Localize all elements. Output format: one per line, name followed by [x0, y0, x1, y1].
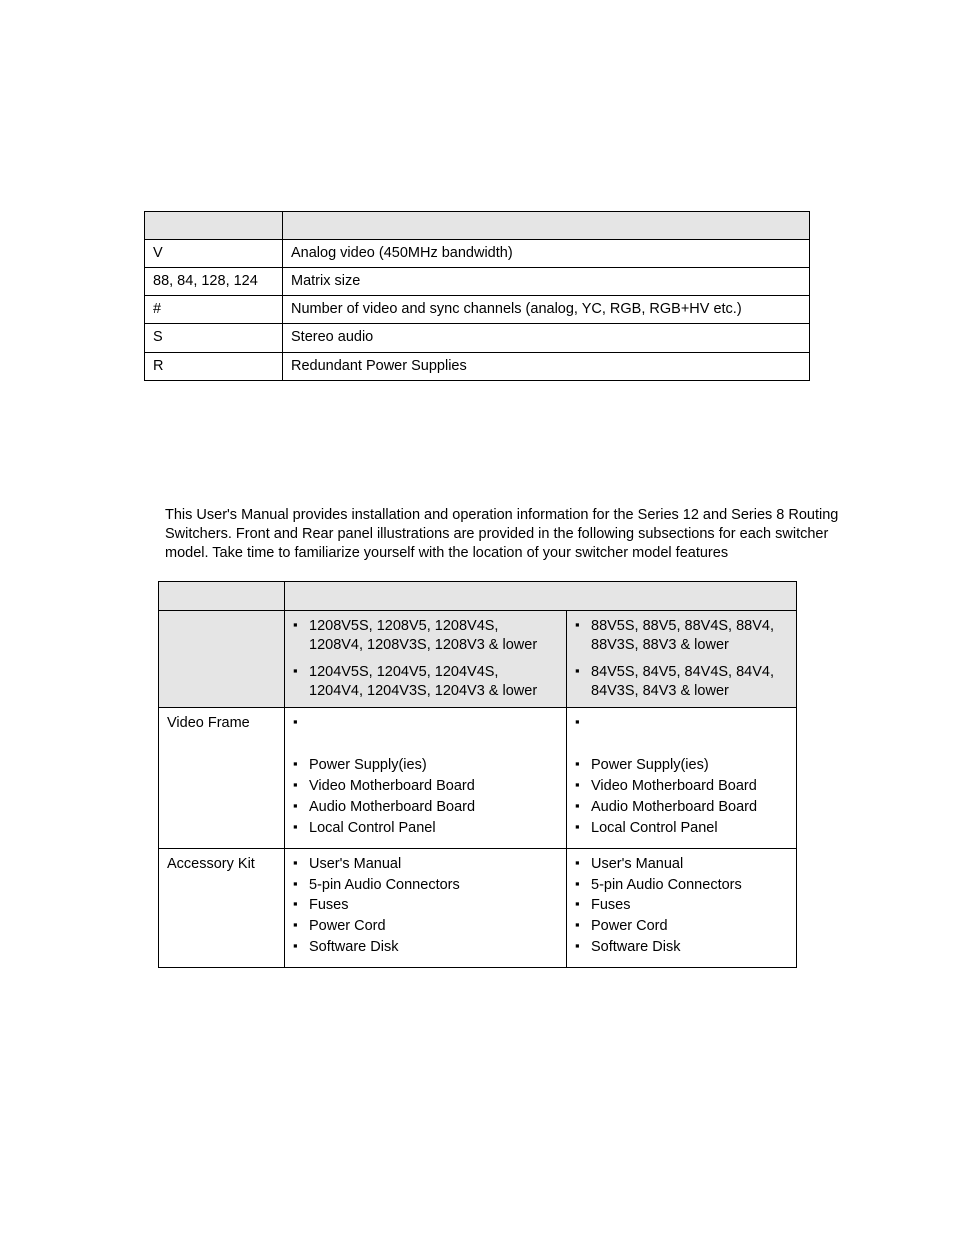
video-frame-list-series12: [293, 714, 558, 730]
contents-header-series: [285, 582, 797, 611]
nomenclature-header-row: [145, 212, 810, 240]
list-item: ▪ Power Supply(ies): [293, 756, 558, 775]
row-label-accessory-kit: [159, 848, 285, 967]
contents-header-row: [159, 582, 797, 611]
spacer: [575, 732, 788, 756]
model-list-series8: [575, 617, 788, 700]
list-item: [293, 663, 558, 701]
contents-header-label: [159, 582, 285, 611]
row-label-text: Video Frame: [167, 715, 250, 732]
nomenclature-header-code: [145, 212, 283, 240]
list-item: ▪ Power Supply(ies): [575, 756, 788, 775]
video-frame-list-series8-items: [575, 756, 788, 837]
contents-table: [158, 581, 797, 968]
list-item: ▪ Software Disk: [575, 938, 788, 957]
table-row: [145, 324, 810, 352]
nomenclature-code: 88, 84, 128, 124: [145, 268, 283, 296]
model-line: 84V5S, 84V5, 84V4S, 84V4,: [591, 663, 774, 680]
list-item: ▪ Fuses: [575, 896, 788, 915]
list-item: [293, 617, 558, 655]
accessory-list-series12: [293, 855, 558, 957]
nomenclature-code: #: [145, 296, 283, 324]
row-label-video-frame: [159, 708, 285, 848]
nomenclature-description: Matrix size: [283, 268, 810, 296]
accessory-kit-series8: [567, 848, 797, 967]
list-item: ▪ 5-pin Audio Connectors: [575, 876, 788, 895]
model-line: 1204V5S, 1204V5, 1204V4S,: [309, 663, 499, 680]
model-line: 84V3S, 84V3 & lower: [591, 682, 729, 699]
model-line: 1208V4, 1208V3S, 1208V3 & lower: [309, 636, 538, 653]
list-item: ▪ Power Cord: [575, 917, 788, 936]
spacer: [293, 732, 558, 756]
contents-models-series8: [567, 611, 797, 708]
table-row: [145, 268, 810, 296]
list-item: [575, 617, 788, 655]
list-item: ▪ User's Manual: [293, 855, 558, 874]
video-frame-list-series12-items: [293, 756, 558, 837]
model-line: 88V5S, 88V5, 88V4S, 88V4,: [591, 618, 774, 634]
nomenclature-table: [144, 211, 810, 381]
table-row: [145, 296, 810, 324]
list-item: [293, 714, 558, 730]
nomenclature-header-description: [283, 212, 810, 240]
list-item: ▪ Local Control Panel: [575, 819, 788, 838]
list-item: ▪ Audio Motherboard Board: [293, 798, 558, 817]
model-line: 1208V5S, 1208V5, 1208V4S,: [309, 618, 499, 634]
list-item: ▪ Fuses: [293, 896, 558, 915]
accessory-kit-series12: [285, 848, 567, 967]
intro-paragraph: This User's Manual provides installation and operation information for the Series 12 and Series 8 Routing Switchers. Front and Rear panel illustrations are provided in the following subsections for each switcher model. Take time to familiarize yourself with the location of your switcher model features: [165, 506, 839, 562]
list-item: [575, 714, 788, 730]
model-line: 88V3S, 88V3 & lower: [591, 636, 729, 653]
accessory-list-series8: [575, 855, 788, 957]
nomenclature-description: Number of video and sync channels (analog, YC, RGB, RGB+HV etc.): [283, 296, 810, 324]
table-row: [145, 352, 810, 380]
nomenclature-description: Analog video (450MHz bandwidth): [283, 240, 810, 268]
table-row: [159, 848, 797, 967]
list-item: ▪ Video Motherboard Board: [293, 777, 558, 796]
table-row: [145, 240, 810, 268]
nomenclature-description: Redundant Power Supplies: [283, 352, 810, 380]
video-frame-series8: [567, 708, 797, 848]
contents-models-label: [159, 611, 285, 708]
model-list-series12: [293, 617, 558, 700]
list-item: ▪ Audio Motherboard Board: [575, 798, 788, 817]
table-row: [159, 708, 797, 848]
nomenclature-code: S: [145, 324, 283, 352]
video-frame-list-series8: [575, 714, 788, 730]
list-item: ▪ Power Cord: [293, 917, 558, 936]
video-frame-series12: [285, 708, 567, 848]
list-item: [575, 663, 788, 701]
contents-models-series12: [285, 611, 567, 708]
nomenclature-code: R: [145, 352, 283, 380]
list-item: ▪ 5-pin Audio Connectors: [293, 876, 558, 895]
row-label-text: Accessory Kit: [167, 855, 255, 872]
list-item: ▪ Local Control Panel: [293, 819, 558, 838]
contents-models-row: [159, 611, 797, 708]
list-item: ▪ User's Manual: [575, 855, 788, 874]
list-item: ▪ Software Disk: [293, 938, 558, 957]
nomenclature-code: V: [145, 240, 283, 268]
list-item: ▪ Video Motherboard Board: [575, 777, 788, 796]
model-line: 1204V4, 1204V3S, 1204V3 & lower: [309, 682, 538, 699]
nomenclature-description: Stereo audio: [283, 324, 810, 352]
